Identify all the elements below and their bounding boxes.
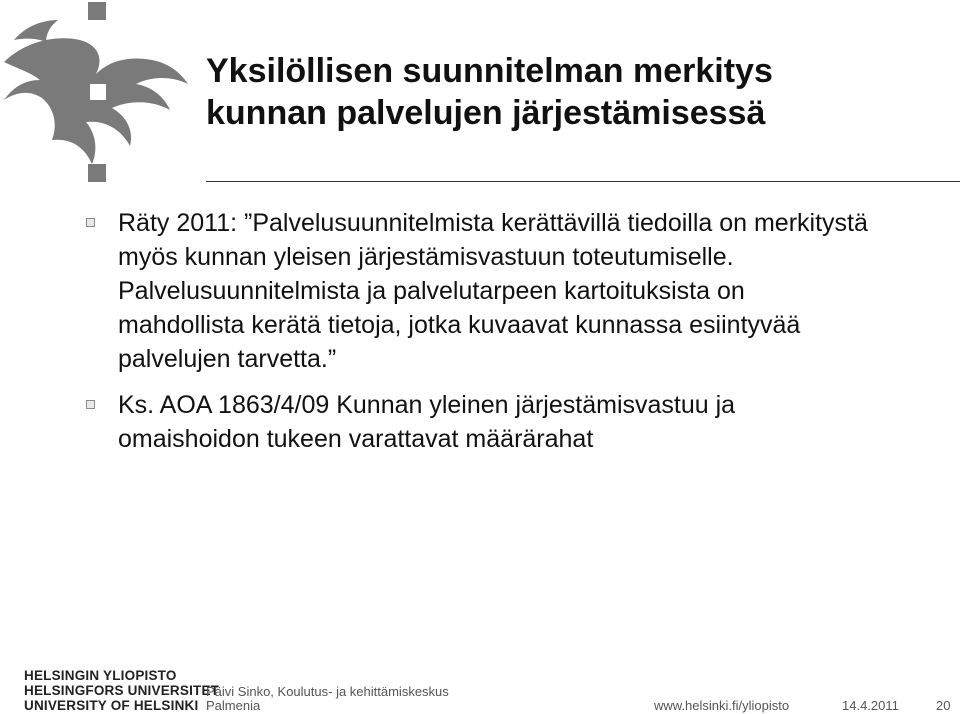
footer-author: Päivi Sinko, Koulutus- ja kehittämiskeskus	[206, 684, 449, 699]
slide-content	[80, 206, 948, 468]
bullet-2-line-2: omaishoidon tukeen varattavat määrärahat	[118, 425, 594, 453]
bullet-1-line-2: myös kunnan yleisen järjestämisvastuun toteutumiselle.	[118, 243, 734, 271]
university-name-sv: HELSINGFORS UNIVERSITET	[24, 683, 220, 698]
page-number: 20	[936, 698, 951, 713]
bullet-item-1	[80, 206, 948, 376]
bullet-1-line-3: Palvelusuunnitelmista ja palvelutarpeen kartoituksista on	[118, 277, 745, 305]
slide-title-line-1: Yksilöllisen suunnitelman merkitys	[206, 52, 773, 90]
bullet-square-icon	[86, 400, 95, 409]
bullet-1-line-4: mahdollista kerätä tietoja, jotka kuvaavat kunnassa esiintyvää	[118, 311, 801, 339]
slide-title-line-2: kunnan palvelujen järjestämisessä	[206, 94, 766, 132]
university-name-en: UNIVERSITY OF HELSINKI	[24, 698, 199, 713]
bullet-text-1	[118, 206, 948, 376]
bullet-text-2	[118, 388, 948, 456]
university-wordmark	[24, 668, 219, 713]
footer-unit: Palmenia	[206, 698, 261, 713]
university-name-fi: HELSINGIN YLIOPISTO	[24, 668, 177, 683]
footer-date: 14.4.2011	[842, 698, 899, 713]
footer-url[interactable]: www.helsinki.fi/yliopisto	[654, 698, 790, 713]
bullet-item-2	[80, 388, 948, 456]
bullet-square-icon	[86, 218, 95, 227]
helsinki-flame-logo-icon	[0, 0, 200, 190]
title-divider	[206, 181, 960, 182]
bullet-1-line-1: Räty 2011: ”Palvelusuunnitelmista kerättävillä tiedoilla on merkitystä	[118, 209, 868, 237]
bullet-1-line-5: palvelujen tarvetta.”	[118, 345, 337, 373]
slide-title	[206, 50, 946, 134]
bullet-2-line-1: Ks. AOA 1863/4/09 Kunnan yleinen järjestämisvastuu ja	[118, 391, 736, 419]
